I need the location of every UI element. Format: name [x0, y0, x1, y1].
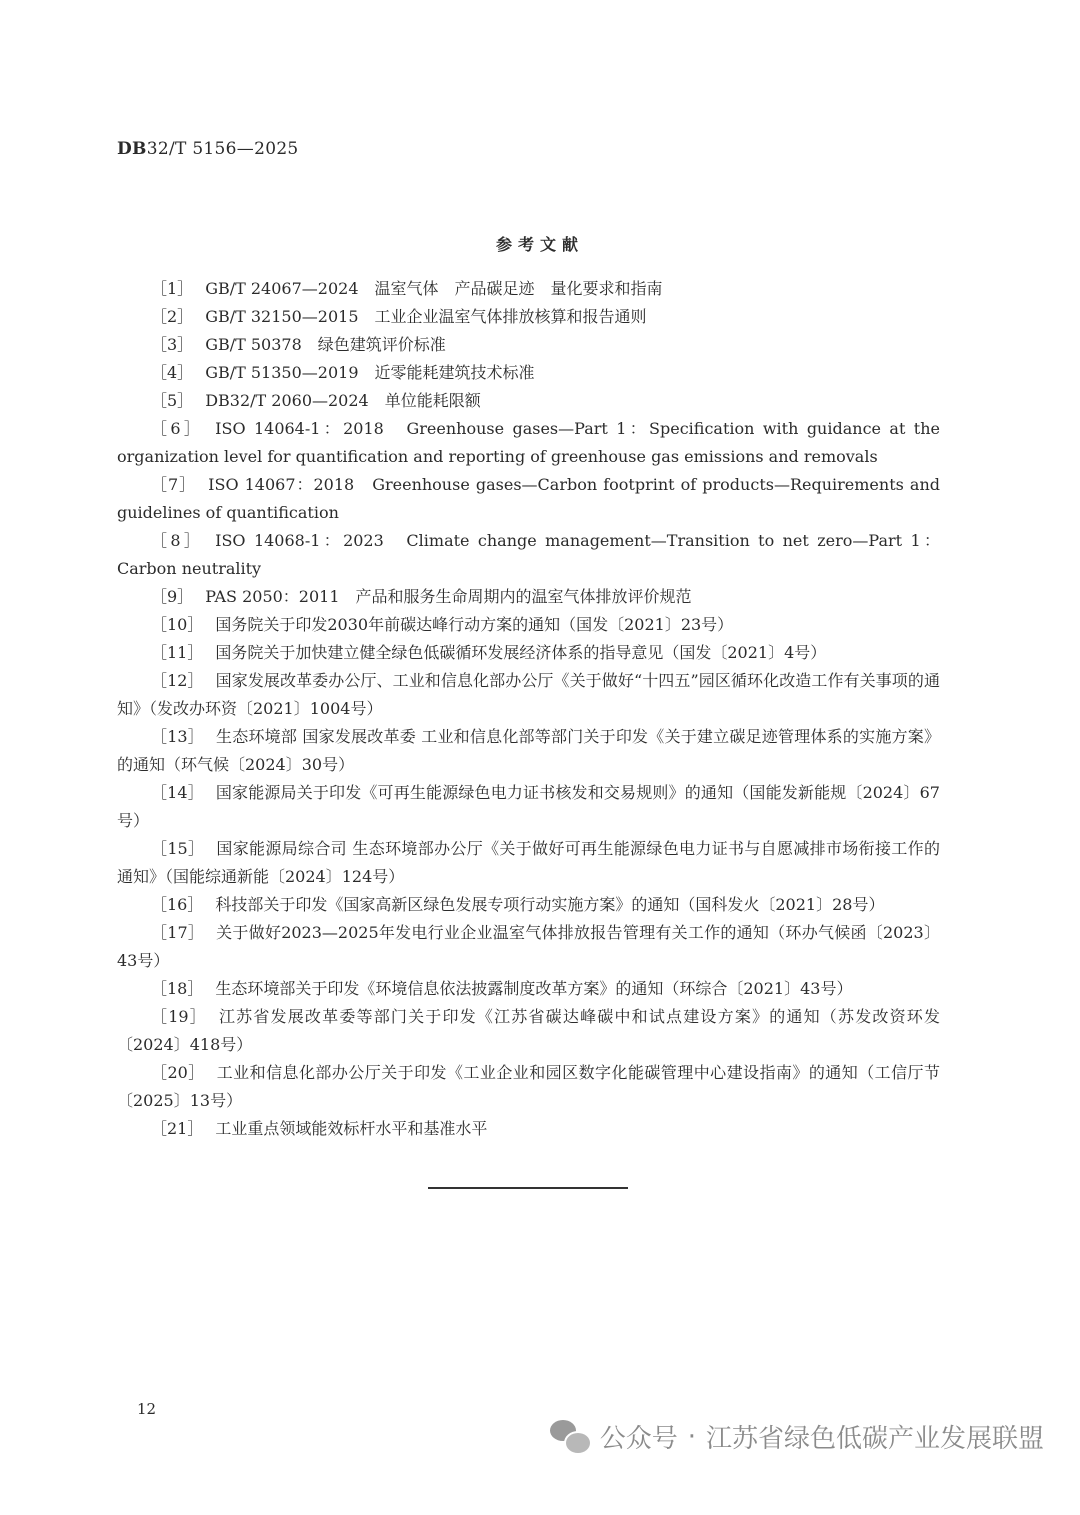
reference-text: PAS 2050：2011 产品和服务生命周期内的温室气体排放评价规范 — [205, 587, 692, 606]
reference-item — [117, 919, 940, 975]
reference-number: ［8］ — [151, 531, 204, 550]
reference-number: ［6］ — [151, 419, 204, 438]
reference-item — [117, 583, 940, 611]
document-code-number: 32/T 5156—2025 — [146, 139, 299, 159]
reference-number: ［18］ — [151, 979, 204, 998]
reference-item — [117, 639, 940, 667]
reference-text: 国务院关于加快建立健全绿色低碳循环发展经济体系的指导意见（国发〔2021〕4号） — [215, 643, 827, 662]
reference-number: ［16］ — [151, 895, 204, 914]
reference-text: GB/T 51350—2019 近零能耗建筑技术标准 — [205, 363, 535, 382]
document-code-prefix: DB — [117, 139, 147, 159]
reference-text: 生态环境部 国家发展改革委 工业和信息化部等部门关于印发《关于建立碳足迹管理体系的实施方案》的通知（环气候〔2024〕30号） — [117, 727, 940, 774]
reference-item — [117, 1059, 940, 1115]
reference-number: ［1］ — [151, 279, 194, 298]
reference-item — [117, 891, 940, 919]
reference-text: 工业重点领域能效标杆水平和基准水平 — [215, 1119, 488, 1138]
watermark — [550, 1418, 1044, 1455]
reference-item — [117, 1003, 940, 1059]
wechat-icon — [550, 1420, 590, 1454]
reference-item — [117, 415, 940, 471]
reference-number: ［15］ — [151, 839, 205, 858]
reference-list — [117, 275, 940, 1143]
reference-item — [117, 359, 940, 387]
reference-text: 国家能源局综合司 生态环境部办公厅《关于做好可再生能源绿色电力证书与自愿减排市场衔接工作的通知》（国能综通新能〔2024〕124号） — [117, 839, 940, 886]
reference-text: ISO 14067：2018 Greenhouse gases—Carbon footprint of products—Requirements and guidelines of quantification — [117, 475, 940, 522]
reference-item — [117, 667, 940, 723]
reference-number: ［2］ — [151, 307, 194, 326]
reference-text: GB/T 24067—2024 温室气体 产品碳足迹 量化要求和指南 — [205, 279, 663, 298]
reference-text: GB/T 32150—2015 工业企业温室气体排放核算和报告通则 — [205, 307, 647, 326]
reference-number: ［10］ — [151, 615, 204, 634]
reference-number: ［7］ — [151, 475, 197, 494]
reference-text: ISO 14064-1：2018 Greenhouse gases—Part 1：Specification with guidance at the organization level for quantification and reporting of greenhouse gas emissions and removals — [117, 419, 940, 466]
reference-text: 关于做好2023—2025年发电行业企业温室气体排放报告管理有关工作的通知（环办气候函〔2023〕43号） — [117, 923, 940, 970]
section-title: 参考文献 — [495, 235, 584, 254]
reference-number: ［3］ — [151, 335, 194, 354]
reference-item — [117, 779, 940, 835]
reference-text: 江苏省发展改革委等部门关于印发《江苏省碳达峰碳中和试点建设方案》的通知（苏发改资环发〔2024〕418号） — [117, 1007, 940, 1054]
reference-item — [117, 527, 940, 583]
reference-item — [117, 1115, 940, 1143]
reference-number: ［13］ — [151, 727, 205, 746]
reference-number: ［17］ — [151, 923, 205, 942]
reference-number: ［14］ — [151, 783, 204, 802]
reference-text: ISO 14068-1：2023 Climate change management—Transition to net zero—Part 1：Carbon neutrality — [117, 531, 940, 578]
reference-number: ［11］ — [151, 643, 204, 662]
end-rule — [428, 1187, 628, 1189]
reference-number: ［4］ — [151, 363, 194, 382]
reference-text: 科技部关于印发《国家高新区绿色发展专项行动实施方案》的通知（国科发火〔2021〕28号） — [215, 895, 885, 914]
page-number: 12 — [137, 1400, 157, 1418]
reference-text: 国家能源局关于印发《可再生能源绿色电力证书核发和交易规则》的通知（国能发新能规〔2024〕67号） — [117, 783, 940, 830]
reference-item — [117, 723, 940, 779]
reference-number: ［19］ — [151, 1007, 207, 1026]
reference-item — [117, 611, 940, 639]
reference-number: ［5］ — [151, 391, 194, 410]
reference-item — [117, 975, 940, 1003]
reference-number: ［12］ — [151, 671, 204, 690]
reference-text: 国务院关于印发2030年前碳达峰行动方案的通知（国发〔2021〕23号） — [215, 615, 734, 634]
reference-item — [117, 387, 940, 415]
reference-item — [117, 275, 940, 303]
reference-item — [117, 331, 940, 359]
reference-number: ［9］ — [151, 587, 194, 606]
reference-item — [117, 471, 940, 527]
watermark-separator: · — [687, 1421, 696, 1452]
reference-text: 工业和信息化部办公厅关于印发《工业企业和园区数字化能碳管理中心建设指南》的通知（工信厅节〔2025〕13号） — [117, 1063, 940, 1110]
reference-text: GB/T 50378 绿色建筑评价标准 — [205, 335, 446, 354]
watermark-account: 江苏省绿色低碳产业发展联盟 — [705, 1424, 1044, 1454]
watermark-label: 公众号 — [599, 1424, 678, 1454]
reference-text: 生态环境部关于印发《环境信息依法披露制度改革方案》的通知（环综合〔2021〕43号） — [215, 979, 853, 998]
reference-number: ［20］ — [151, 1063, 205, 1082]
document-code — [117, 139, 299, 159]
reference-text: 国家发展改革委办公厅、工业和信息化部办公厅《关于做好“十四五”园区循环化改造工作有关事项的通知》（发改办环资〔2021〕1004号） — [117, 671, 940, 718]
reference-item — [117, 303, 940, 331]
reference-item — [117, 835, 940, 891]
reference-number: ［21］ — [151, 1119, 204, 1138]
reference-text: DB32/T 2060—2024 单位能耗限额 — [205, 391, 481, 410]
